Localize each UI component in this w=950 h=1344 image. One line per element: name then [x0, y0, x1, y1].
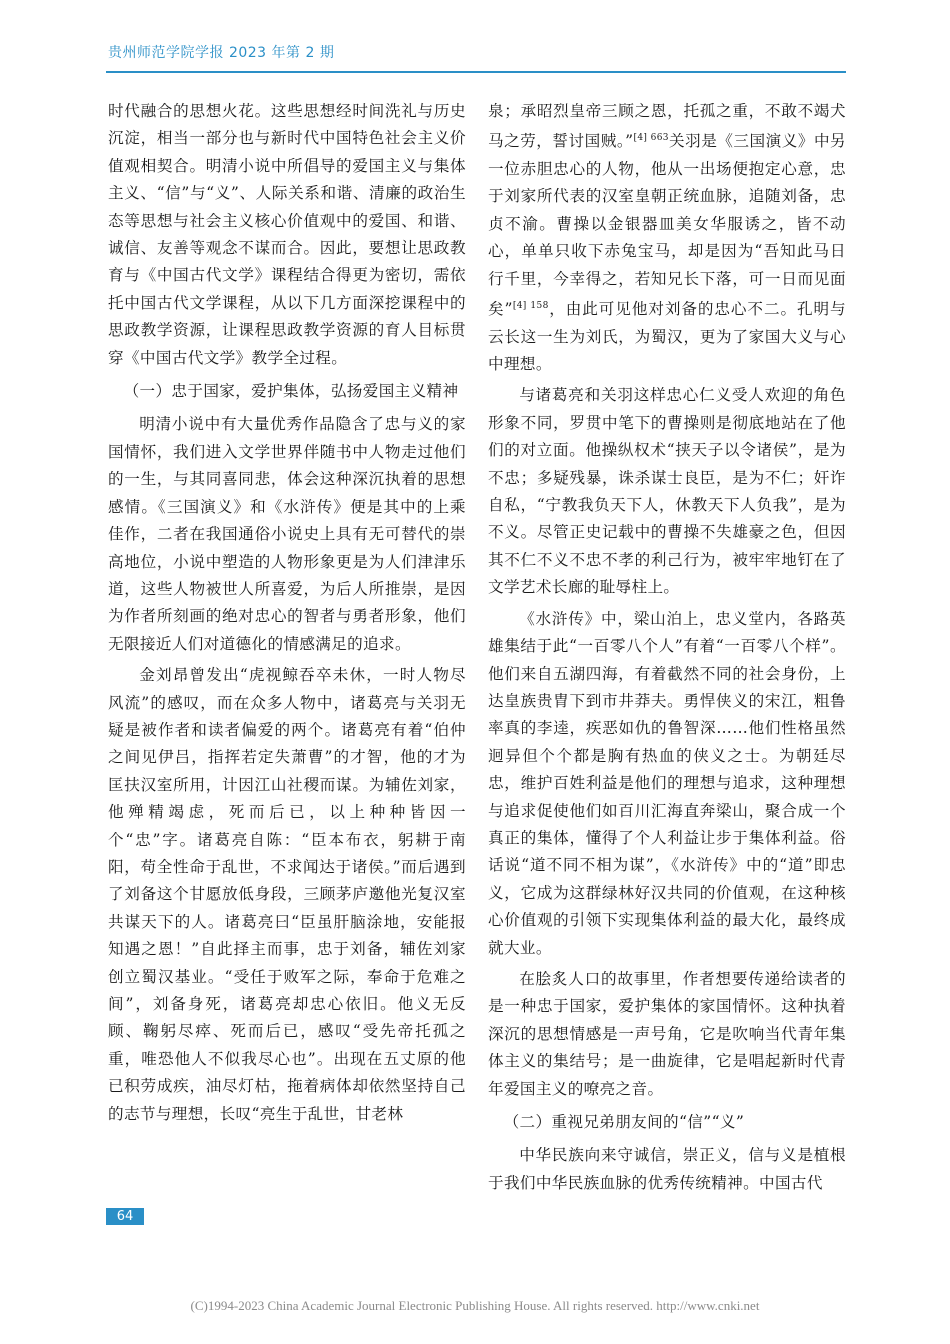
paragraph: 《水浒传》中，梁山泊上，忠义堂内，各路英雄集结于此“一百零八个人”有着“一百零八个样”。他们来自五湖四海，有着截然不同的社会身份，上达皇族贵胄下到市井莽夫。勇悍侠义的宋江，粗鲁率真的李逵，疾恶如仇的鲁智深……他们性格虽然迥异但个个都是胸有热血的侠义之士。为朝廷尽忠，维护百姓利益是他们的理想与追求，这种理想与追求促使他们如百川汇海直奔梁山，聚合成一个真正的集体，懂得了个人利益让步于集体利益。俗话说“道不同不相为谋”，《水浒传》中的“道”即忠义，它成为这群绿林好汉共同的价值观，在这种核心价值观的引领下实现集体利益的最大化，最终成就大业。 — [488, 609, 846, 957]
citation: [4] 158 — [512, 301, 549, 312]
right-column — [488, 98, 846, 1197]
paragraph: 明清小说中有大量优秀作品隐含了忠与义的家国情怀，我们进入文学世界伴随书中人物走过他们的一生，与其同喜同悲，体会这种深沉执着的思想感情。《三国演义》和《水浒传》便是其中的上乘佳作，二者在我国通俗小说史上具有无可替代的崇高地位，小说中塑造的人物形象更是为人们津津乐道，这些人物被世人所喜爱，为后人所推崇，是因为作者所刻画的绝对忠心的智者与勇者形象，他们无限接近人们对道德化的情感满足的追求。 — [108, 415, 466, 653]
paragraph — [488, 98, 846, 378]
header-divider — [106, 71, 846, 73]
paragraph-text: 泉；承昭烈皇帝三顾之恩，托孤之重，不敢不竭犬马之劳，誓讨国贼。” — [488, 102, 846, 151]
page-number: 64 — [106, 1208, 144, 1225]
left-column — [108, 98, 466, 1128]
citation: [4] 663 — [633, 133, 669, 144]
paragraph: 在脍炙人口的故事里，作者想要传递给读者的是一种忠于国家，爱护集体的家国情怀。这种执着深沉的思想情感是一声号角，它是吹响当代青年集体主义的集结号；是一曲旋律，它是唱起新时代青年爱国主义的嘹亮之音。 — [488, 969, 846, 1098]
section-heading: （二）重视兄弟朋友间的“信”“义” — [503, 1113, 745, 1131]
paragraph: 金刘昂曾发出“虎视鲸吞卒未休，一时人物尽风流”的感叹，而在众多人物中，诸葛亮与关羽无疑是被作者和读者偏爱的两个。诸葛亮有着“伯仲之间见伊吕，指挥若定失萧曹”的才智，他的才为匡扶汉室所用，计因江山社稷而谋。为辅佐刘家，他殚精竭虑，死而后已，以上种种皆因一个“忠”字。诸葛亮自陈：“臣本布衣，躬耕于南阳，苟全性命于乱世，不求闻达于诸侯。”而后遇到了刘备这个甘愿放低身段，三顾茅庐邀他光复汉室共谋天下的人。诸葛亮曰“臣虽肝脑涂地，安能报知遇之恩！”自此择主而事，忠于刘备，辅佐刘家创立蜀汉基业。“受任于败军之际，奉命于危难之间”，刘备身死，诸葛亮却忠心依旧。他义无反顾、鞠躬尽瘁、死而后已，感叹“受先帝托孤之重，唯恐他人不似我尽心也”。出现在五丈原的他已积劳成疾，油尽灯枯，拖着病体却依然坚持自己的志节与理想，长叹“亮生于乱世，甘老林 — [108, 666, 466, 1123]
paragraph: 时代融合的思想火花。这些思想经时间洗礼与历史沉淀，相当一部分也与新时代中国特色社会主义价值观相契合。明清小说中所倡导的爱国主义与集体主义、“信”与“义”、人际关系和谐、清廉的政治生态等思想与社会主义核心价值观中的爱国、和谐、诚信、友善等观念不谋而合。因此，要想让思政教育与《中国古代文学》课程结合得更为密切，需依托中国古代文学课程，从以下几方面深挖课程中的思政教学资源，让课程思政教学资源的育人目标贯穿《中国古代文学》教学全过程。 — [108, 102, 466, 367]
paragraph-text: 关羽是《三国演义》中另一位赤胆忠心的人物，他从一出场便抱定心意，忠于刘家所代表的汉室皇朝正统血脉，追随刘备，忠贞不渝。曹操以金银器皿美女华服诱之，皆不动心，单单只收下赤兔宝马，却是因为“吾知此马日行千里，今幸得之，若知兄长下落，可一日而见面矣” — [488, 132, 846, 319]
paragraph: 中华民族向来守诚信，崇正义，信与义是植根于我们中华民族血脉的优秀传统精神。中国古代 — [488, 1146, 846, 1192]
copyright-footer: (C)1994-2023 China Academic Journal Electronic Publishing House. All rights reserved. http://www.cnki.net — [190, 1298, 760, 1313]
paragraph: 与诸葛亮和关羽这样忠心仁义受人欢迎的角色形象不同，罗贯中笔下的曹操则是彻底地站在了他们的对立面。他操纵权术“挟天子以令诸侯”，是为不忠；多疑残暴，诛杀谋士良臣，是为不仁；奸诈自私，“宁教我负天下人，休教天下人负我”，是为不义。尽管正史记载中的曹操不失雄豪之色，但因其不仁不义不忠不孝的利己行为，被牢牢地钉在了文学艺术长廊的耻辱柱上。 — [488, 386, 846, 597]
journal-header: 贵州师范学院学报 2023 年第 2 期 — [108, 45, 335, 61]
paragraph-text: ，由此可见他对刘备的忠心不二。孔明与云长这一生为刘氏，为蜀汉，更为了家国大义与心中理想。 — [488, 300, 846, 374]
section-heading: （一）忠于国家，爱护集体，弘扬爱国主义精神 — [123, 382, 459, 401]
